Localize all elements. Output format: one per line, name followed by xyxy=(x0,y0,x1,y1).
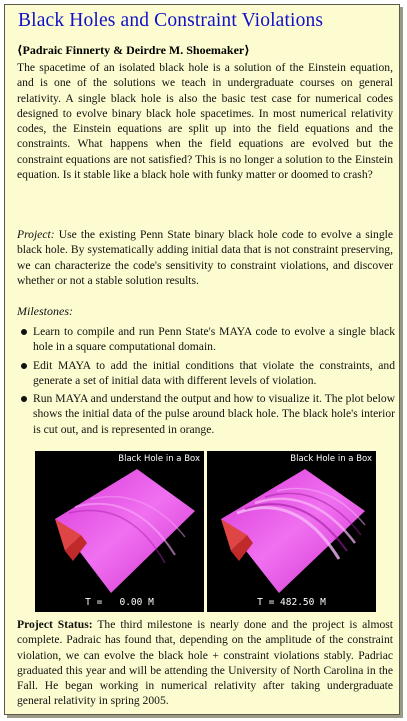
milestone-item xyxy=(17,324,395,355)
surface-plot-evolved xyxy=(207,451,376,612)
bullet-icon xyxy=(21,329,27,335)
bullet-icon xyxy=(21,363,27,369)
figure-title: Black Hole in a Box xyxy=(118,454,200,464)
project-label: Project: xyxy=(17,228,55,241)
poster-title: Black Holes and Constraint Violations xyxy=(18,10,324,31)
figure-initial xyxy=(35,451,204,612)
milestone-text: Learn to compile and run Penn State's MAYA code to evolve a single black hole in a square computational domain. xyxy=(33,325,395,354)
milestones-list xyxy=(17,324,395,440)
milestones-heading: Milestones: xyxy=(17,304,73,318)
milestone-item xyxy=(17,358,395,389)
figure-time-label: T = 482.50 M xyxy=(257,597,326,608)
intro-paragraph: The spacetime of an isolated black hole is a solution of the Einstein equation, and is one of the solutions we teach in undergraduate courses on general relativity. A single black hole is also the basic test case for numerical codes designed to evolve binary black hole spacetimes. In most numerical relativity codes, the Einstein equations are split up into the field equations and the constraints. What happens when the field equations are evolved but the constraint equations are not satisfied? This is no longer a solution to the Einstein equation. Is it stable like a black hole with funky matter or doomed to crash? xyxy=(17,61,393,182)
figure-title: Black Hole in a Box xyxy=(290,454,372,464)
figure-time-label: T = 0.00 M xyxy=(85,597,154,608)
project-text: Use the existing Penn State binary black hole code to evolve a single black hole. By systematically adding initial data that is not constraint preserving, we can characterize the code's sensitivity to constraint violations, and discover whether or not a stable solution results. xyxy=(17,228,393,287)
status-label: Project Status: xyxy=(17,618,93,631)
status-text: The third milestone is nearly done and the project is almost complete. Padraic has found that, depending on the amplitude of the constraint violation, we can evolve the black hole + constraint violations stably. Padriac graduated this year and will be attending the University of North Carolina in the Fall. He began working in numerical relativity after taking undergraduate general relativity in spring 2005. xyxy=(17,618,394,708)
milestone-text: Edit MAYA to add the initial conditions that violate the constraints, and generate a set of initial data with different levels of violation. xyxy=(33,358,395,387)
surface-plot-initial xyxy=(35,451,204,612)
figure-evolved xyxy=(207,451,376,612)
authors: ⟨Padraic Finnerty & Deirdre M. Shoemaker⟩ xyxy=(17,43,250,57)
milestone-item xyxy=(17,391,395,437)
poster-panel xyxy=(4,4,400,715)
bullet-icon xyxy=(21,396,27,402)
project-paragraph xyxy=(17,227,393,288)
status-paragraph xyxy=(17,617,393,709)
milestone-text: Run MAYA and understand the output and how to visualize it. The plot below shows the initial data of the pulse around black hole. The black hole's interior is cut out, and is represented in orange. xyxy=(33,392,395,436)
